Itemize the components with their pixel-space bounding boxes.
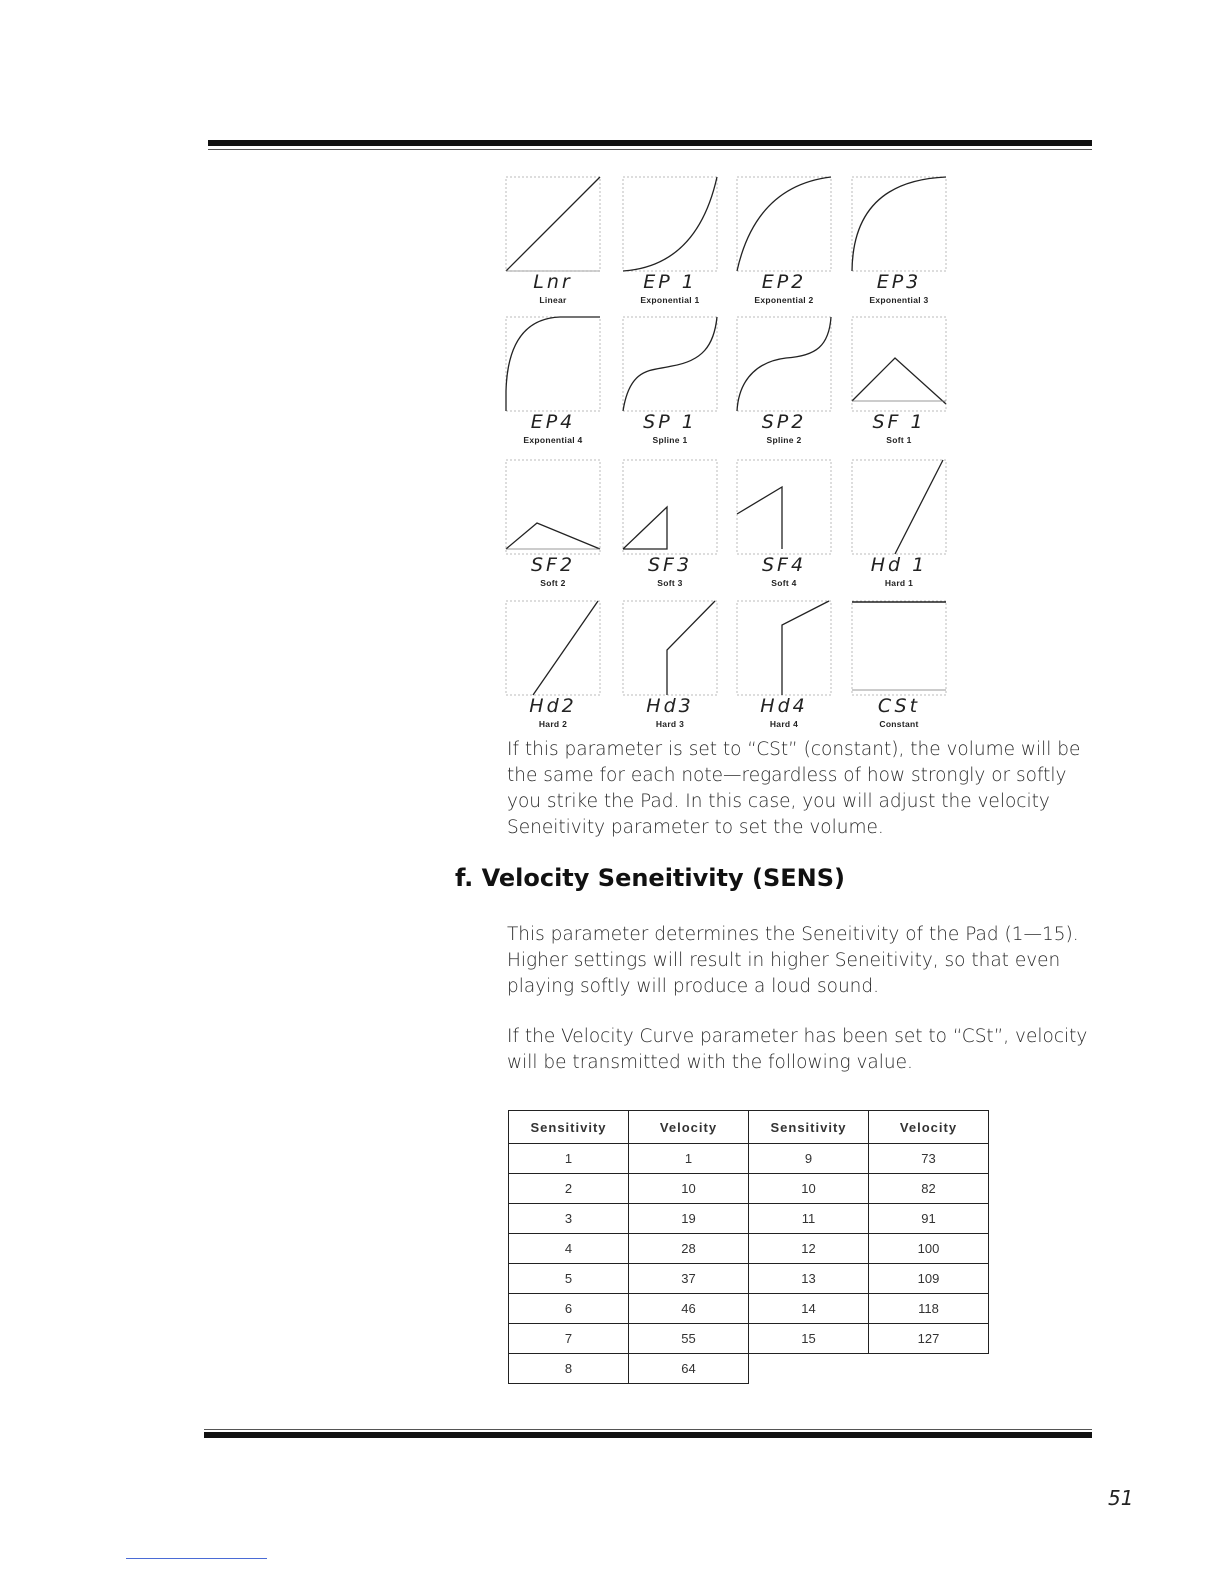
curve-hard-4: [736, 600, 832, 729]
table-cell: 9: [749, 1144, 869, 1174]
curve-soft-1: [851, 316, 947, 445]
curve-linear: [505, 176, 601, 305]
curve-hard-3-graph: [622, 600, 718, 696]
curve-name: Hard 3: [655, 719, 685, 729]
table-cell: 10: [749, 1174, 869, 1204]
table-row: [509, 1204, 989, 1234]
table-cell: 118: [869, 1294, 989, 1324]
bottom-rule: [204, 1432, 1092, 1438]
table-cell: 19: [629, 1204, 749, 1234]
sensitivity-velocity-table: [508, 1110, 989, 1384]
table-cell-empty: [749, 1354, 869, 1384]
paragraph-velocity: If the Velocity Curve parameter has been set to “CSt”, velocity will be transmitted with the following value.: [507, 1026, 1088, 1073]
curve-name: Soft 2: [540, 578, 566, 588]
curve-name: Constant: [879, 719, 919, 729]
table-cell: 82: [869, 1174, 989, 1204]
table-cell: 12: [749, 1234, 869, 1264]
curve-name: Soft 1: [886, 435, 912, 445]
table-header-row: [509, 1111, 989, 1144]
curve-name: Hard 1: [884, 578, 914, 588]
table-cell: 73: [869, 1144, 989, 1174]
table-row: [509, 1144, 989, 1174]
table-cell: 1: [509, 1144, 629, 1174]
paragraph-sensitivity: This parameter determines the Seneitivity of the Pad (1—15). Higher settings will result in higher Seneitivity, so that even playing softly will produce a loud sound.: [507, 924, 1079, 997]
table-cell-empty: [869, 1354, 989, 1384]
curve-code: SF2: [530, 554, 576, 576]
top-rule: [208, 140, 1092, 146]
curve-name: Exponential 2: [754, 295, 814, 305]
curve-code: SP 1: [643, 411, 697, 433]
table-header: Velocity: [629, 1111, 749, 1144]
curve-name: Exponential 3: [869, 295, 929, 305]
table-cell: 6: [509, 1294, 629, 1324]
table-cell: 127: [869, 1324, 989, 1354]
table-row: [509, 1324, 989, 1354]
curve-code: CSt: [877, 695, 921, 717]
curve-exponential-2: [736, 176, 832, 305]
paragraph-cst: If this parameter is set to “CSt” (constant), the volume will be the same for each note—regardless of how strongly or softly you strike the Pad. In this case, you will adjust the velocity Seneitivity parameter to set the volume.: [507, 739, 1081, 838]
table-cell: 4: [509, 1234, 629, 1264]
curve-exponential-4-graph: [505, 316, 601, 412]
curve-hard-2: [505, 600, 601, 729]
bottom-rule-thin: [204, 1429, 1092, 1430]
curve-exponential-2-graph: [736, 176, 832, 272]
curve-hard-3: [622, 600, 718, 729]
table-cell: 5: [509, 1264, 629, 1294]
table-cell: 13: [749, 1264, 869, 1294]
curve-code: Hd4: [760, 695, 808, 717]
curve-spline-1-graph: [622, 316, 718, 412]
table-row: [509, 1234, 989, 1264]
table-cell: 10: [629, 1174, 749, 1204]
table-row: [509, 1354, 989, 1384]
curve-spline-2-graph: [736, 316, 832, 412]
curve-code: SP2: [761, 411, 807, 433]
curve-code: Hd3: [646, 695, 694, 717]
curve-linear-graph: [505, 176, 601, 272]
table-cell: 8: [509, 1354, 629, 1384]
table-cell: 3: [509, 1204, 629, 1234]
table-cell: 55: [629, 1324, 749, 1354]
curve-code: SF4: [761, 554, 807, 576]
page-number: 51: [1108, 1486, 1134, 1510]
curve-code: EP4: [530, 411, 576, 433]
table-cell: 91: [869, 1204, 989, 1234]
curve-exponential-1-graph: [622, 176, 718, 272]
curve-name: Hard 4: [769, 719, 799, 729]
table-cell: 64: [629, 1354, 749, 1384]
curve-name: Linear: [539, 295, 567, 305]
curve-soft-3: [622, 459, 718, 588]
section-heading: f. Velocity Seneitivity (SENS): [455, 864, 845, 892]
curve-hard-1: [851, 459, 947, 588]
table-header: Sensitivity: [749, 1111, 869, 1144]
curve-name: Hard 2: [538, 719, 568, 729]
curve-soft-4-graph: [736, 459, 832, 555]
curve-name: Spline 2: [766, 435, 802, 445]
curve-code: EP 1: [643, 271, 697, 293]
table-cell: 37: [629, 1264, 749, 1294]
curve-constant: [851, 600, 947, 729]
table-cell: 109: [869, 1264, 989, 1294]
footer-line: [126, 1558, 267, 1559]
curve-code: EP3: [876, 271, 922, 293]
curve-code: Hd2: [529, 695, 577, 717]
curve-name: Soft 4: [771, 578, 797, 588]
table-cell: 1: [629, 1144, 749, 1174]
top-rule-thin: [208, 149, 1092, 150]
table-cell: 15: [749, 1324, 869, 1354]
curve-exponential-4: [505, 316, 601, 445]
table-cell: 7: [509, 1324, 629, 1354]
table-row: [509, 1174, 989, 1204]
curve-code: Hd 1: [870, 554, 928, 576]
curve-soft-2-graph: [505, 459, 601, 555]
curve-hard-2-graph: [505, 600, 601, 696]
curve-soft-1-graph: [851, 316, 947, 412]
table-cell: 28: [629, 1234, 749, 1264]
curve-code: SF 1: [872, 411, 926, 433]
curve-soft-3-graph: [622, 459, 718, 555]
curve-spline-1: [622, 316, 718, 445]
curve-name: Spline 1: [652, 435, 688, 445]
table-header: Velocity: [869, 1111, 989, 1144]
curve-name: Exponential 1: [640, 295, 700, 305]
table-row: [509, 1264, 989, 1294]
table-cell: 11: [749, 1204, 869, 1234]
curve-soft-2: [505, 459, 601, 588]
curve-name: Soft 3: [657, 578, 683, 588]
curve-soft-4: [736, 459, 832, 588]
curve-name: Exponential 4: [523, 435, 583, 445]
curve-constant-graph: [851, 600, 947, 696]
table-cell: 46: [629, 1294, 749, 1324]
table-cell: 14: [749, 1294, 869, 1324]
table-cell: 100: [869, 1234, 989, 1264]
table-header: Sensitivity: [509, 1111, 629, 1144]
curve-hard-1-graph: [851, 459, 947, 555]
curve-hard-4-graph: [736, 600, 832, 696]
table-row: [509, 1294, 989, 1324]
curve-code: EP2: [761, 271, 807, 293]
curve-exponential-3-graph: [851, 176, 947, 272]
curve-code: Lnr: [533, 271, 573, 293]
curve-code: SF3: [647, 554, 693, 576]
table-cell: 2: [509, 1174, 629, 1204]
curve-exponential-1: [622, 176, 718, 305]
curve-spline-2: [736, 316, 832, 445]
curve-exponential-3: [851, 176, 947, 305]
